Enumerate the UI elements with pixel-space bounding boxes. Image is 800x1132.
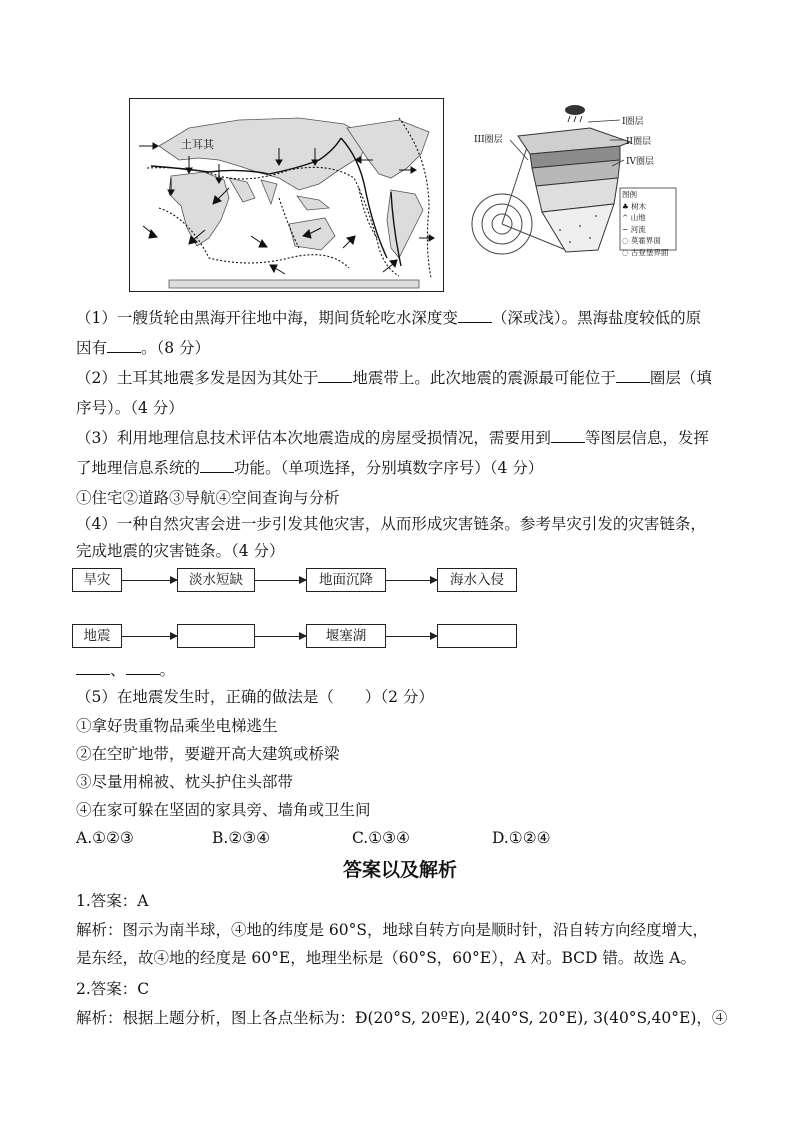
q1-line2: 因有 。（8 分） [76, 339, 211, 357]
answer-1-explanation-1: 解析：图示为南半球，④地的纬度是 60°S，地球自转方向是顺时针，沿自转方向经度增大， [76, 921, 709, 939]
flow-quake-blank-2[interactable] [437, 624, 517, 648]
q5-option-4: ④在家可躲在坚固的家具旁、墙角或卫生间 [76, 801, 371, 819]
q2-blank-belt[interactable] [318, 368, 352, 383]
flow-arrow [121, 580, 177, 581]
answer-2-explanation-1: 解析：根据上题分析，图上各点坐标为：Ð(20°S, 20ºE), 2(40°S, 20°E), 3(40°S,40°E)，④ [76, 1009, 728, 1027]
q1-blank-salinity[interactable] [107, 338, 141, 353]
q5-choice-d[interactable]: D.①②④ [492, 829, 551, 847]
flow-arrow [254, 580, 306, 581]
legend-item-label: 河流 [630, 224, 646, 234]
q4-line1: （4）一种自然灾害会进一步引发其他灾害，从而形成灾害链条。参考旱灾引发的灾害链条， [76, 515, 706, 533]
q5-choice-c[interactable]: C.①③④ [352, 829, 410, 847]
answer-1-explanation-2: 是东经，故④地的经度是 60°E，地理坐标是（60°S，60°E），A 对。BCD 错。故选 A。 [76, 949, 696, 967]
legend-item-label: 莫霍界面 [630, 236, 661, 245]
q2-blank-layer[interactable] [616, 368, 650, 383]
flow-quake-1: 地震 [72, 624, 122, 648]
legend-item [622, 201, 676, 213]
world-plate-map [129, 98, 444, 292]
q3-options: ①住宅②道路③导航④空间查询与分析 [76, 489, 340, 507]
q5-stem: （5）在地震发生时，正确的做法是（ ）（2 分） [76, 688, 434, 706]
dashed-circle-icon: ◌ [622, 236, 629, 245]
q5-option-2: ②在空旷地带，要避开高大建筑或桥梁 [76, 745, 340, 763]
q4-answer-blanks: 、 。 [76, 660, 175, 680]
q3-blank-layers[interactable] [551, 428, 585, 443]
legend-item [622, 224, 676, 236]
q5-option-3: ③尽量用棉被、枕头护住头部带 [76, 773, 294, 791]
flow-quake-blank-1[interactable] [177, 624, 255, 648]
q3-line1: （3）利用地理信息技术评估本次地震造成的房屋受损情况，需要用到 等图层信息，发挥 [76, 429, 709, 447]
river-icon: ~ [622, 224, 629, 234]
tree-icon: ♣ [622, 201, 629, 211]
legend-item-label: 山地 [630, 213, 646, 222]
flow-arrow [121, 636, 177, 637]
answer-1: 1.答案：A [76, 892, 149, 910]
legend-item [622, 235, 676, 247]
flow-quake-3: 堰塞湖 [306, 624, 386, 648]
legend-item [622, 247, 676, 259]
layer-I-label: I圈层 [622, 117, 644, 127]
q3-blank-function[interactable] [200, 458, 234, 473]
layer-IV-label: IV圈层 [626, 157, 655, 167]
flow-arrow [385, 636, 437, 637]
q4-blank-1[interactable] [76, 660, 110, 675]
earth-layers-diagram [470, 100, 710, 290]
flow-drought-2: 淡水短缺 [177, 568, 255, 592]
flow-drought-3: 地面沉降 [306, 568, 386, 592]
answer-2: 2.答案：C [76, 980, 150, 998]
q5-option-1: ①拿好贵重物品乘坐电梯逃生 [76, 717, 278, 735]
q4-blank-2[interactable] [126, 660, 160, 675]
q5-choice-a[interactable]: A.①②③ [76, 829, 134, 847]
legend-item [622, 212, 676, 224]
map-label-turkey: 土耳其 [181, 138, 214, 151]
dotted-circle-icon: ◌ [622, 247, 629, 257]
answers-title: 答案以及解析 [342, 859, 457, 881]
q5-choice-b[interactable]: B.②③④ [212, 829, 271, 847]
flow-drought-1: 旱灾 [72, 568, 122, 592]
diagram-legend [622, 189, 676, 258]
legend-item-label: 古登堡界面 [630, 247, 669, 257]
flow-arrow [254, 636, 306, 637]
q1-line1: （1）一艘货轮由黑海开往地中海，期间货轮吃水深度变 （深或浅）。黑海盐度较低的原 [76, 309, 702, 327]
mountain-icon: ^ [622, 213, 629, 222]
legend-title: 图例 [622, 190, 637, 199]
q2-line1: （2）土耳其地震多发是因为其处于 地震带上。此次地震的震源最可能位于 圈层（填 [76, 369, 712, 387]
q1-blank-depth[interactable] [458, 308, 492, 323]
flow-arrow [385, 580, 437, 581]
q2-line2: 序号）。（4 分） [76, 399, 184, 417]
q4-line2: 完成地震的灾害链条。（4 分） [76, 542, 285, 560]
legend-item-label: 树木 [631, 201, 647, 211]
q3-line2: 了地理信息系统的 功能。（单项选择，分别填数字序号）（4 分） [76, 459, 544, 477]
layer-II-label: II圈层 [626, 137, 652, 147]
layer-III-label: III圈层 [474, 135, 503, 145]
flow-drought-4: 海水入侵 [437, 568, 517, 592]
